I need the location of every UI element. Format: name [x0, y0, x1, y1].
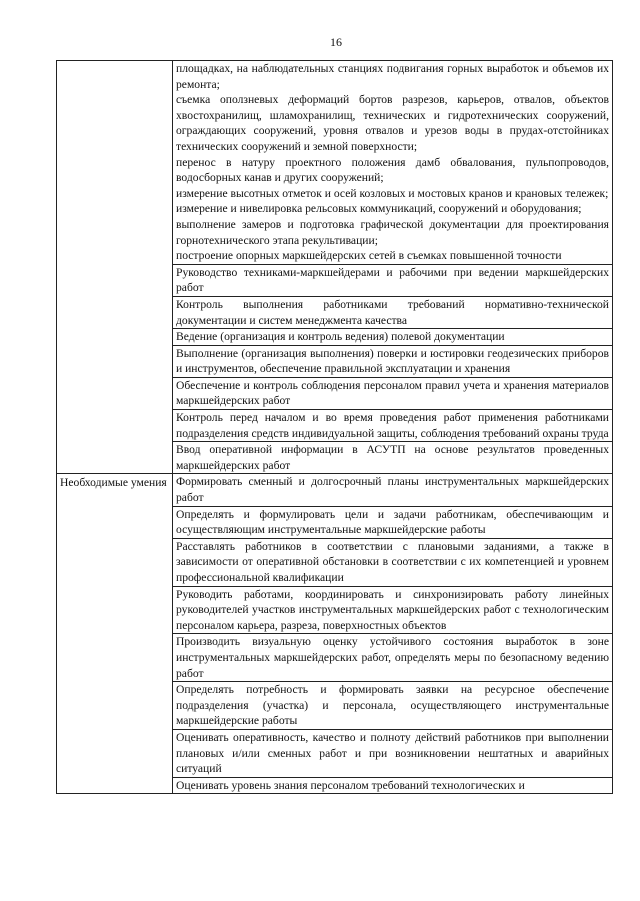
row-label: Необходимые умения [60, 476, 167, 490]
task-cell: Ведение (организация и контроль ведения) полевой документации [173, 329, 613, 346]
task-paragraph: перенос в натуру проектного положения дамб обвалования, пульпопроводов, водосборных канав и других сооружений; [176, 155, 609, 185]
task-cell: Обеспечение и контроль соблюдения персоналом правил учета и хранения материалов маркшейдерских работ [173, 377, 613, 409]
task-paragraph: построение опорных маркшейдерских сетей в съемках повышенной точности [176, 249, 562, 263]
task-paragraph: измерение и нивелировка рельсовых коммуникаций, сооружений и оборудования; [176, 202, 582, 216]
task-cell: Контроль перед началом и во время проведения работ применения работниками подразделения средств индивидуальной защиты, соблюдения требований охраны труда [173, 410, 613, 442]
task-paragraph: измерение высотных отметок и осей козловых и мостовых кранов и крановых тележек; [176, 186, 609, 200]
row-label-labor-actions [57, 61, 173, 474]
task-cell: Контроль выполнения работниками требований нормативно-технической документации и систем менеджмента качества [173, 296, 613, 328]
skill-cell: Руководить работами, координировать и синхронизировать работу линейных руководителей участков инструментальных маркшейдерских работ с технологическим персоналом карьера, разреза, поверхностных объектов [173, 586, 613, 634]
skill-cell: Формировать сменный и долгосрочный планы инструментальных маркшейдерских работ [173, 474, 613, 506]
skill-cell: Определять потребность и формировать заявки на ресурсное обеспечение подразделения (участка) и персонала, осуществляющего инструментальные маркшейдерские работы [173, 682, 613, 730]
row-label-necessary-skills [57, 474, 173, 794]
task-paragraph: съемка оползневых деформаций бортов разрезов, карьеров, отвалов, объектов хвостохранилищ, шламохранилищ, технических и гидротехнических сооружений, ограждающих сооружений, уровня отвалов и урезов воды в прудах-отстойниках технических сооружений и земной поверхности; [176, 93, 609, 153]
task-cell: Выполнение (организация выполнения) поверки и юстировки геодезических приборов и инструментов, обеспечение правильной эксплуатации и хранения [173, 345, 613, 377]
skill-cell: Оценивать оперативность, качество и полноту действий работников при выполнении плановых и/или сменных работ и при возникновении нештатных и аварийных ситуаций [173, 729, 613, 777]
table-row [57, 474, 613, 506]
task-paragraph: площадках, на наблюдательных станциях подвигания горных выработок и объемов их ремонта; [176, 62, 609, 91]
table-row [57, 61, 613, 265]
skill-cell: Оценивать уровень знания персоналом требований технологических и [173, 777, 613, 794]
task-cell: Руководство техниками-маркшейдерами и рабочими при ведении маркшейдерских работ [173, 264, 613, 296]
page-number: 16 [330, 35, 342, 49]
competency-table [56, 60, 613, 794]
skill-cell: Производить визуальную оценку устойчивого состояния выработок в зоне инструментальных маркшейдерских работ, определять меры по безопасному ведению работ [173, 634, 613, 682]
task-paragraph: выполнение замеров и подготовка графической документации для проектирования горнотехнического этапа рекультивации; [176, 217, 609, 247]
skill-cell: Расставлять работников в соответствии с плановыми заданиями, а также в зависимости от оперативной обстановки в соответствии с их компетенцией и уровнем профессиональной квалификации [173, 538, 613, 586]
task-cell [173, 61, 613, 265]
skill-cell: Определять и формулировать цели и задачи работникам, обеспечивающим и осуществляющим инструментальные маркшейдерские работы [173, 506, 613, 538]
task-cell: Ввод оперативной информации в АСУТП на основе результатов проведенных маркшейдерских работ [173, 442, 613, 474]
